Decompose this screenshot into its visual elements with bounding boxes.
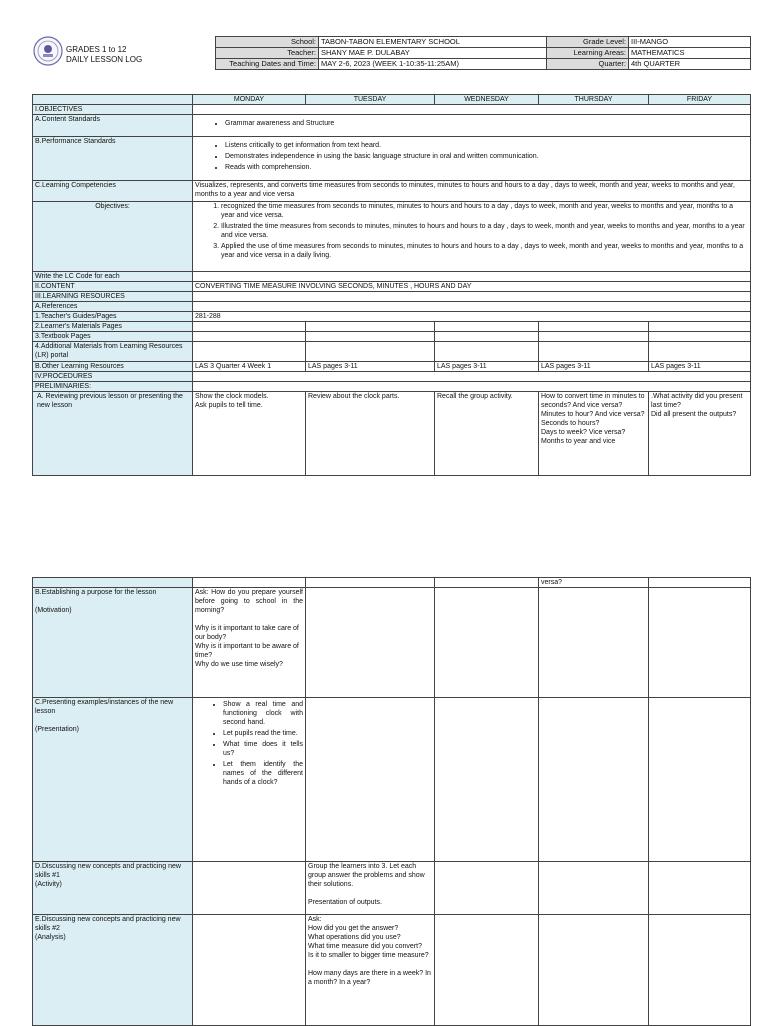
establishing-monday-rest: Why is it important to take care of our body? Why is it important to be aware of time? Why do we use time wisely? bbox=[195, 625, 299, 668]
other-resources-monday: LAS 3 Quarter 4 Week 1 bbox=[193, 362, 306, 372]
quarter-value: 4th QUARTER bbox=[629, 59, 751, 70]
learners-materials-label: 2.Learner's Materials Pages bbox=[33, 322, 193, 332]
day-wednesday: WEDNESDAY bbox=[435, 95, 539, 105]
dates-label: Teaching Dates and Time: bbox=[216, 59, 319, 70]
teachers-guide-value: 281-288 bbox=[193, 312, 751, 322]
discussing1-tuesday-2: Presentation of outputs. bbox=[308, 899, 382, 906]
presenting-sub: (Presentation) bbox=[35, 726, 79, 733]
discussing2-label: E.Discussing new concepts and practicing new skills #2 bbox=[35, 916, 181, 932]
performance-standards-label: B.Performance Standards bbox=[33, 137, 193, 181]
reviewing-friday: .What activity did you present last time? Did all present the outputs? bbox=[649, 392, 751, 476]
grade-label: Grade Level: bbox=[547, 37, 629, 48]
discussing1-tuesday: Group the learners into 3. Let each group answer the problems and show their solutions. bbox=[308, 863, 425, 888]
establishing-sub: (Motivation) bbox=[35, 607, 72, 614]
presenting-item: • Let them identify the names of the different hands of a clock? bbox=[223, 760, 303, 787]
additional-materials-label: 4.Additional Materials from Learning Resources (LR) portal bbox=[33, 342, 193, 362]
day-tuesday: TUESDAY bbox=[306, 95, 435, 105]
lesson-log-table-page1 bbox=[32, 94, 751, 476]
learning-resources-label: III.LEARNING RESOURCES bbox=[33, 292, 193, 302]
quarter-label: Quarter: bbox=[547, 59, 629, 70]
other-resources-friday: LAS pages 3-11 bbox=[649, 362, 751, 372]
objective-item: 1. recognized the time measures from seconds to minutes, minutes to hours and hours to a day , days to week, month and year, weeks to months and year, months to a year and vice versa. bbox=[221, 202, 748, 220]
establishing-label: B.Establishing a purpose for the lesson bbox=[35, 589, 157, 596]
performance-item: • Demonstrates independence in using the basic language structure in oral and written communication. bbox=[225, 152, 748, 161]
logo-line2: DAILY LESSON LOG bbox=[66, 55, 143, 64]
area-label: Learning Areas: bbox=[547, 48, 629, 59]
deped-seal-logo bbox=[33, 36, 63, 66]
dates-value: MAY 2-6, 2023 (WEEK 1-10:35-11:25AM) bbox=[319, 59, 547, 70]
other-resources-wednesday: LAS pages 3-11 bbox=[435, 362, 539, 372]
logo-text bbox=[66, 45, 142, 65]
days-header-row bbox=[33, 95, 751, 105]
grade-value: III-MANGO bbox=[629, 37, 751, 48]
teachers-guide-label: 1.Teacher's Guides/Pages bbox=[33, 312, 193, 322]
reviewing-monday: Show the clock models. Ask pupils to tell time. bbox=[193, 392, 306, 476]
discussing2-tuesday-2: How many days are there in a week? In a month? In a year? bbox=[308, 970, 431, 986]
reviewing-tuesday: Review about the clock parts. bbox=[306, 392, 435, 476]
discussing1-sub: (Activity) bbox=[35, 881, 62, 888]
preliminaries-label: PRELIMINARIES: bbox=[33, 382, 193, 392]
teacher-label: Teacher: bbox=[216, 48, 319, 59]
learning-competencies-label: C.Learning Competencies bbox=[33, 181, 193, 202]
objectives-label: Objectives: bbox=[33, 202, 193, 272]
day-thursday: THURSDAY bbox=[539, 95, 649, 105]
presenting-label: C.Presenting examples/instances of the new lesson bbox=[35, 699, 174, 715]
day-friday: FRIDAY bbox=[649, 95, 751, 105]
reviewing-thursday: How to convert time in minutes to seconds? And vice versa? Minutes to hour? And vice versa? Seconds to hours? Days to week? Vice versa? Months to year and vice bbox=[539, 392, 649, 476]
presenting-item: • Show a real time and functioning clock with second hand. bbox=[223, 700, 303, 727]
school-value: TABON-TABON ELEMENTARY SCHOOL bbox=[319, 37, 547, 48]
school-label: School: bbox=[216, 37, 319, 48]
performance-item: • Reads with comprehension. bbox=[225, 163, 748, 172]
discussing1-label: D.Discussing new concepts and practicing new skills #1 bbox=[35, 863, 181, 879]
header-info-table bbox=[215, 36, 751, 70]
procedures-label: IV.PROCEDURES bbox=[33, 372, 193, 382]
logo-line1: GRADES 1 to 12 bbox=[66, 45, 127, 54]
other-resources-label: B.Other Learning Resources bbox=[33, 362, 193, 372]
other-resources-thursday: LAS pages 3-11 bbox=[539, 362, 649, 372]
discussing2-tuesday: Ask: How did you get the answer? What operations did you use? What time measure did you convert? Is it to smaller to bigger time measure? bbox=[308, 916, 429, 959]
textbook-label: 3.Textbook Pages bbox=[33, 332, 193, 342]
content-label: II.CONTENT bbox=[33, 282, 193, 292]
content-standard-item: • Grammar awareness and Structure bbox=[225, 119, 748, 128]
day-monday: MONDAY bbox=[193, 95, 306, 105]
reviewing-wednesday: Recall the group activity. bbox=[435, 392, 539, 476]
objective-item: 3. Applied the use of time measures from seconds to minutes, minutes to hours and hours to a day , days to week, month and year, weeks to months and year, months to a year and vice versa in a daily living. bbox=[221, 242, 748, 260]
content-text: CONVERTING TIME MEASURE INVOLVING SECONDS, MINUTES , HOURS AND DAY bbox=[193, 282, 751, 292]
other-resources-tuesday: LAS pages 3-11 bbox=[306, 362, 435, 372]
reviewing-label: A. Reviewing previous lesson or presenting the new lesson bbox=[33, 392, 193, 476]
objectives-heading: I.OBJECTIVES bbox=[33, 105, 193, 115]
presenting-item: • Let pupils read the time. bbox=[223, 729, 303, 738]
objective-item: 2. Illustrated the time measures from seconds to minutes, minutes to hours and hours to a day , days to week, month and year, weeks to months and year, months to a year and vice versa. bbox=[221, 222, 748, 240]
area-value: MATHEMATICS bbox=[629, 48, 751, 59]
lc-code-label: Write the LC Code for each bbox=[33, 272, 193, 282]
content-standards-label: A.Content Standards bbox=[33, 115, 193, 137]
learning-competencies-text: Visualizes, represents, and converts time measures from seconds to minutes, minutes to hours and hours to a day , days to week, month and year, weeks to months and year, months to a year and vice versa bbox=[193, 181, 751, 202]
discussing2-sub: (Analysis) bbox=[35, 934, 66, 941]
lesson-log-table-page2 bbox=[32, 577, 751, 1026]
establishing-monday-ask: Ask: How do you prepare yourself before going to school in the morning? bbox=[195, 589, 303, 614]
teacher-value: SHANY MAE P. DULABAY bbox=[319, 48, 547, 59]
presenting-item: • What time does it tells us? bbox=[223, 740, 303, 758]
references-label: A.References bbox=[33, 302, 193, 312]
thursday-continued: versa? bbox=[539, 578, 649, 588]
performance-item: • Listens critically to get information from text heard. bbox=[225, 141, 748, 150]
